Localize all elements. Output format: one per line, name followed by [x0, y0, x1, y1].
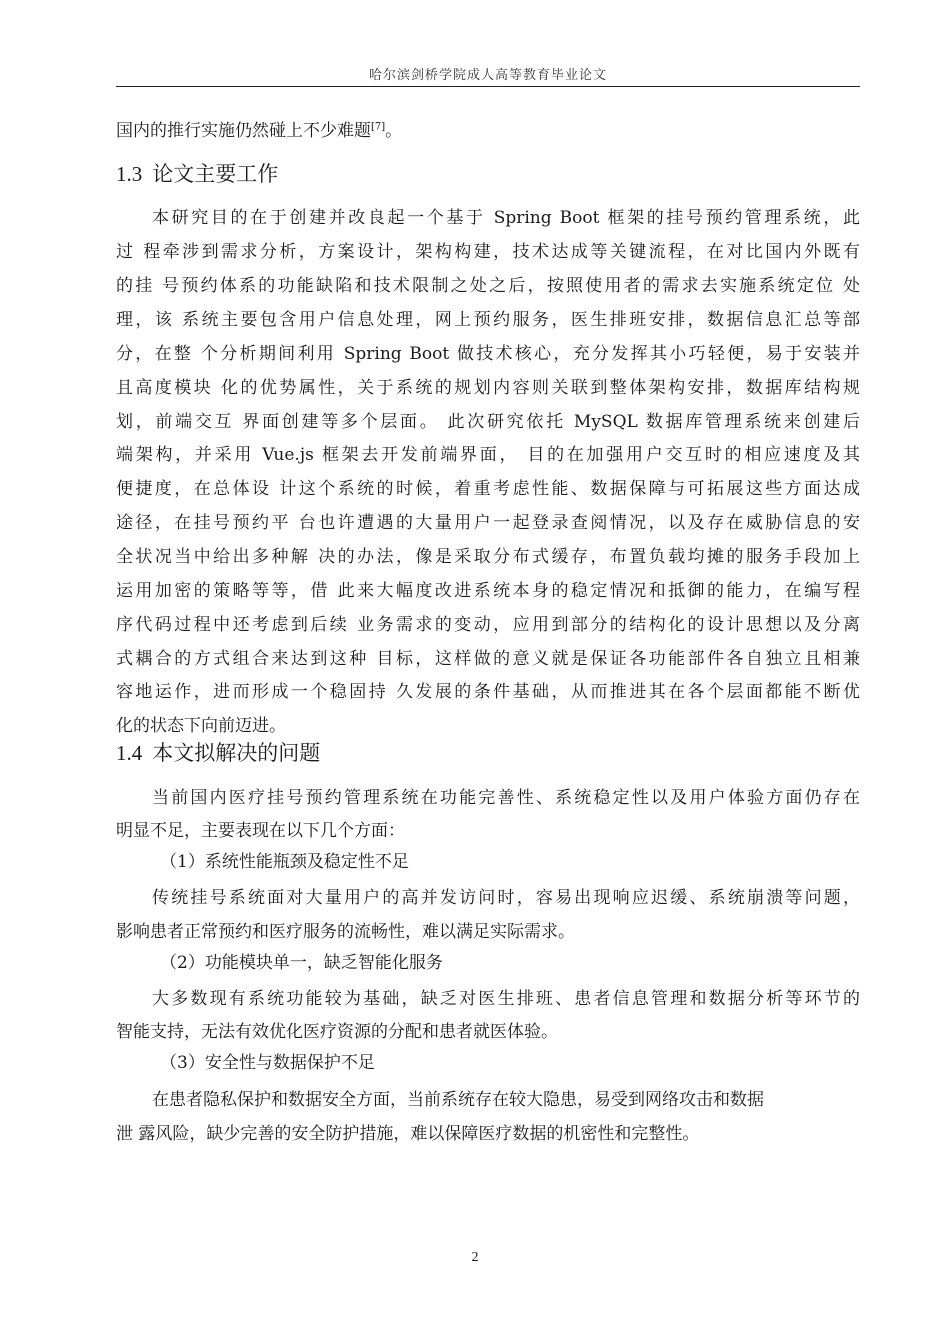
section-number: 1.4	[116, 741, 143, 765]
paragraph-line: 便捷度，在总体设 计这个系统的时候，着重考虑性能、数据保障与可拓展这些方面达成	[116, 479, 860, 499]
paragraph-line: 在患者隐私保护和数据安全方面，当前系统存在较大隐患，易受到网络攻击和数据	[152, 1090, 764, 1110]
page-number: 2	[471, 1250, 479, 1265]
paragraph-line: 容地运作，进而形成一个稳固持 久发展的条件基础，从而推进其在各个层面都能不断优	[116, 682, 860, 702]
list-item-label: （3）安全性与数据保护不足	[160, 1053, 375, 1073]
section-heading-1-4	[116, 740, 320, 766]
intro-end: 。	[385, 121, 403, 141]
paragraph-line: 途径，在挂号预约平 台也许遭遇的大量用户一起登录查阅情况，以及存在威胁信息的安	[116, 513, 860, 533]
paragraph-line: 理，该 系统主要包含用户信息处理，网上预约服务，医生排班安排，数据信息汇总等部	[116, 310, 860, 330]
section-heading-1-3	[116, 161, 278, 187]
section-title: 论文主要工作	[152, 162, 279, 186]
citation: [7]	[371, 121, 386, 133]
paragraph-line: 智能支持，无法有效优化医疗资源的分配和患者就医体验。	[116, 1022, 558, 1042]
paragraph-line: 传统挂号系统面对大量用户的高并发访问时，容易出现响应迟缓、系统崩溃等问题，	[152, 888, 860, 908]
paragraph-line: 大多数现有系统功能较为基础，缺乏对医生排班、患者信息管理和数据分析等环节的	[152, 989, 860, 1009]
paragraph-line: 化的状态下向前迈进。	[116, 716, 286, 736]
list-item-label: （1）系统性能瓶颈及稳定性不足	[160, 852, 409, 872]
intro-line	[116, 120, 860, 142]
paragraph-line: 分，在整 个分析期间利用 Spring Boot 做技术核心，充分发挥其小巧轻便，易于安装并	[116, 344, 860, 364]
paragraph-line: 且高度模块 化的优势属性，关于系统的规划内容则关联到整体架构安排，数据库结构规	[116, 378, 860, 398]
paragraph-line: 过 程牵涉到需求分析，方案设计，架构构建，技术达成等关键流程，在对比国内外既有	[116, 242, 860, 262]
paragraph-line: 式耦合的方式组合来达到这种 目标，这样做的意义就是保证各功能部件各自独立且相兼	[116, 649, 860, 669]
section-title: 本文拟解决的问题	[152, 741, 321, 765]
paragraph-line: 本研究目的在于创建并改良起一个基于 Spring Boot 框架的挂号预约管理系统，此	[152, 208, 860, 228]
paragraph-line: 端架构，并采用 Vue.js 框架去开发前端界面， 目的在加强用户交互时的相应速度及其	[116, 445, 860, 465]
intro-text: 国内的推行实施仍然碰上不少难题	[116, 121, 371, 141]
list-item-label: （2）功能模块单一，缺乏智能化服务	[160, 953, 443, 973]
paragraph-line: 泄 露风险，缺少完善的安全防护措施，难以保障医疗数据的机密性和完整性。	[116, 1124, 700, 1144]
paragraph-line: 当前国内医疗挂号预约管理系统在功能完善性、系统稳定性以及用户体验方面仍存在	[152, 788, 860, 808]
paragraph-line: 全状况当中给出多种解 决的办法，像是采取分布式缓存，布置负载均摊的服务手段加上	[116, 547, 860, 567]
paragraph-line: 影响患者正常预约和医疗服务的流畅性，难以满足实际需求。	[116, 922, 575, 942]
paragraph-line: 的挂 号预约体系的功能缺陷和技术限制之处之后，按照使用者的需求去实施系统定位 处	[116, 276, 860, 296]
paragraph-line: 序代码过程中还考虑到后续 业务需求的变动，应用到部分的结构化的设计思想以及分离	[116, 615, 860, 635]
paragraph-line: 运用加密的策略等等，借 此来大幅度改进系统本身的稳定情况和抵御的能力，在编写程	[116, 581, 860, 601]
section-number: 1.3	[116, 162, 143, 186]
page-header: 哈尔滨剑桥学院成人高等教育毕业论文	[368, 68, 607, 83]
paragraph-line: 划，前端交互 界面创建等多个层面。 此次研究依托 MySQL 数据库管理系统来创建后	[116, 412, 860, 432]
header-rule	[116, 86, 860, 87]
paragraph-line: 明显不足，主要表现在以下几个方面：	[116, 821, 405, 841]
